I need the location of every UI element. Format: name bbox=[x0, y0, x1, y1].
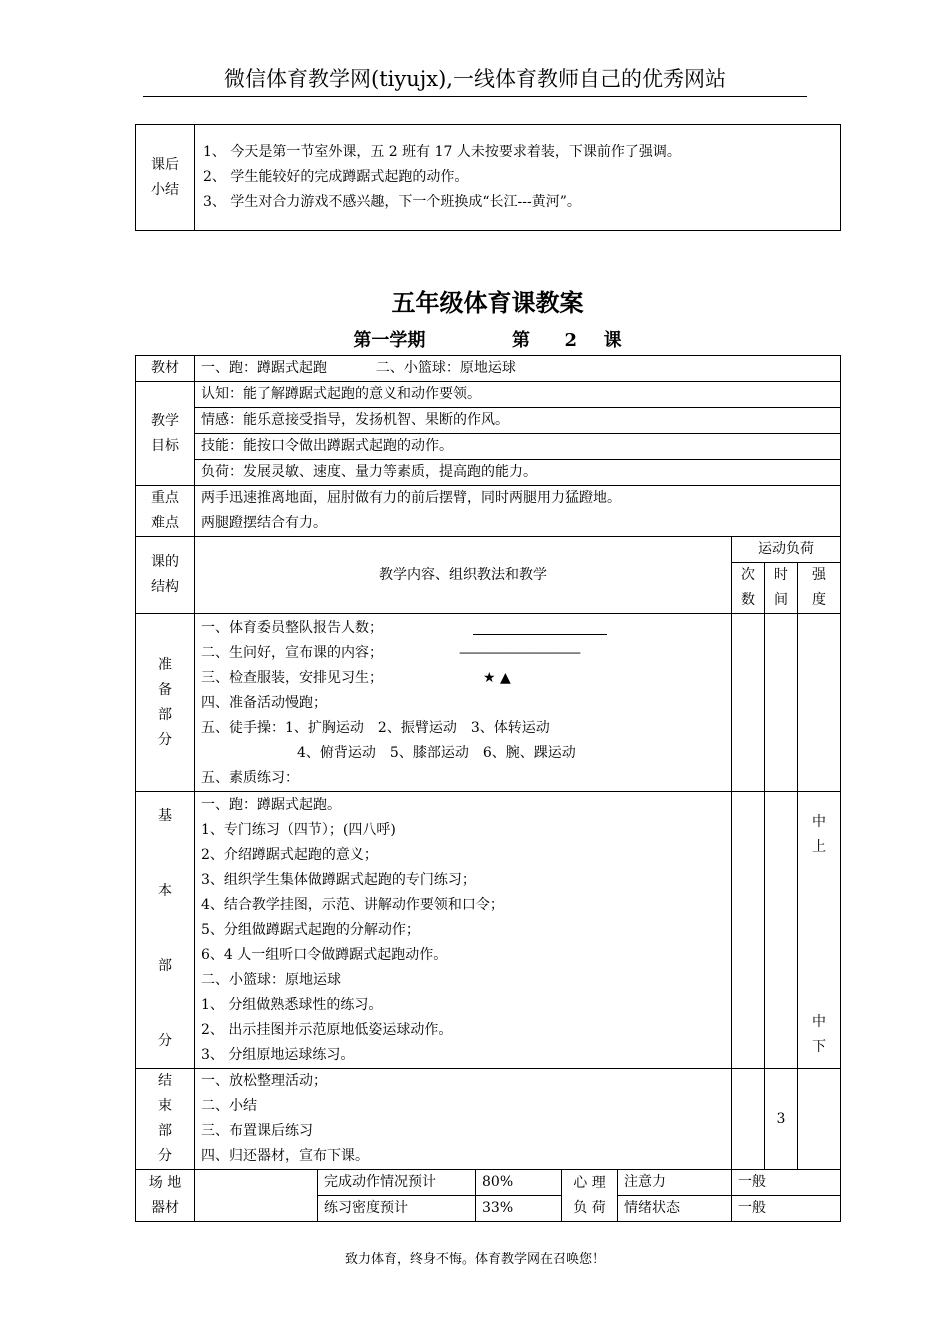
end-label-char: 结 bbox=[158, 1073, 172, 1089]
intensity-header-line1: 强 bbox=[812, 567, 827, 583]
content-header: 教学内容、组织教法和教学 bbox=[195, 537, 732, 614]
prep-label-char: 分 bbox=[158, 731, 172, 748]
density-value: 33% bbox=[476, 1196, 562, 1222]
density-label: 练习密度预计 bbox=[318, 1196, 476, 1222]
basic-count-cell bbox=[732, 792, 765, 1069]
basic-item: 3、 分组原地运球练习。 bbox=[201, 1047, 355, 1063]
material-content bbox=[195, 356, 841, 382]
basic-label-char: 分 bbox=[158, 1033, 172, 1049]
summary-label bbox=[136, 125, 195, 231]
summary-item: 1、 今天是第一节室外课，五 2 班有 17 人未按要求着装，下课前作了强调。 bbox=[203, 144, 681, 160]
semester-label: 第一学期 bbox=[353, 330, 426, 351]
emotion-value: 一般 bbox=[732, 1196, 841, 1222]
emotion-label: 情绪状态 bbox=[618, 1196, 732, 1222]
basic-intensity-cell bbox=[798, 792, 841, 1069]
prep-count-cell bbox=[732, 614, 765, 792]
goal-skill: 技能：能按口令做出蹲踞式起跑的动作。 bbox=[195, 434, 841, 460]
goal-label bbox=[136, 382, 195, 486]
prep-item: 4、俯背运动 5、膝部运动 6、腕、踝运动 bbox=[297, 745, 576, 761]
basic-label-char: 部 bbox=[158, 958, 172, 974]
summary-label-line1: 课后 bbox=[151, 156, 179, 173]
star-triangle-icon: ★ ▲ bbox=[483, 670, 511, 686]
formation-dashes: —————————— bbox=[459, 645, 579, 661]
attention-label: 注意力 bbox=[618, 1170, 732, 1196]
material-item: 一、跑：蹲踞式起跑 bbox=[201, 360, 327, 376]
summary-label-line2: 小结 bbox=[151, 181, 179, 198]
prep-item-text: 一、体育委员整队报告人数； bbox=[201, 620, 383, 636]
prep-item bbox=[201, 616, 725, 641]
structure-label-line2: 结构 bbox=[151, 579, 179, 595]
basic-item: 4、结合教学挂图，示范、讲解动作要领和口令； bbox=[201, 897, 504, 913]
key-label-line1: 重点 bbox=[151, 490, 179, 506]
attention-value: 一般 bbox=[732, 1170, 841, 1196]
prep-label-char: 准 bbox=[158, 656, 172, 673]
material-label: 教材 bbox=[136, 356, 195, 382]
key-difficulty-label bbox=[136, 486, 195, 537]
basic-label-char: 本 bbox=[158, 883, 172, 899]
basic-item: 5、分组做蹲踞式起跑的分解动作； bbox=[201, 922, 420, 938]
end-label-char: 部 bbox=[158, 1123, 172, 1139]
intensity-header-line2: 度 bbox=[812, 592, 827, 608]
mental-label-line2: 负 荷 bbox=[573, 1199, 606, 1216]
basic-item: 1、专门练习（四节）；(四八呼) bbox=[201, 822, 396, 838]
key-difficulty-content bbox=[195, 486, 841, 537]
venue-value bbox=[195, 1170, 318, 1222]
prep-section-label bbox=[136, 614, 195, 792]
intensity-value-char: 下 bbox=[812, 1039, 827, 1055]
basic-item: 二、小篮球：原地运球 bbox=[201, 972, 341, 988]
basic-time-cell bbox=[765, 792, 798, 1069]
end-count-cell bbox=[732, 1069, 765, 1170]
structure-label bbox=[136, 537, 195, 614]
key-label-line2: 难点 bbox=[151, 515, 179, 531]
header-divider bbox=[143, 96, 807, 97]
mental-label-line1: 心 理 bbox=[573, 1174, 606, 1191]
goal-cognitive: 认知：能了解蹲踞式起跑的意义和动作要领。 bbox=[195, 382, 841, 408]
summary-content bbox=[195, 125, 841, 231]
venue-label-line1: 场 地 bbox=[148, 1174, 182, 1191]
lesson-subtitle bbox=[135, 328, 840, 354]
prep-item-text: 二、生问好，宣布课的内容； bbox=[201, 645, 383, 661]
basic-label-char: 基 bbox=[158, 808, 172, 824]
prep-item-text: 三、检查服装，安排见习生； bbox=[201, 670, 383, 686]
basic-item: 1、 分组做熟悉球性的练习。 bbox=[201, 997, 383, 1013]
page-footer: 致力体育，终身不悔。体育教学网在召唤您！ bbox=[344, 1252, 605, 1267]
prep-section-content bbox=[195, 614, 732, 792]
lesson-plan-table bbox=[135, 355, 841, 1222]
intensity-value-char: 中 bbox=[812, 814, 827, 830]
count-header bbox=[732, 563, 765, 614]
count-header-line1: 次 bbox=[741, 567, 755, 583]
material-item: 二、小篮球：原地运球 bbox=[375, 360, 516, 376]
time-header bbox=[765, 563, 798, 614]
load-header: 运动负荷 bbox=[732, 537, 841, 563]
difficulty: 两腿蹬摆结合有力。 bbox=[201, 515, 327, 531]
formation-line bbox=[473, 622, 607, 635]
prep-item bbox=[201, 641, 725, 666]
end-item: 一、放松整理活动； bbox=[201, 1073, 327, 1089]
lesson-number: 2 bbox=[564, 330, 578, 351]
end-section-content bbox=[195, 1069, 732, 1170]
lesson-label: 第 bbox=[511, 330, 530, 351]
mental-load-label bbox=[562, 1170, 618, 1222]
basic-item: 6、4 人一组听口令做蹲踞式起跑动作。 bbox=[201, 947, 448, 963]
intensity-value-char: 中 bbox=[812, 1014, 827, 1030]
summary-item: 3、 学生对合力游戏不感兴趣，下一个班换成“长江---黄河”。 bbox=[203, 194, 581, 210]
prep-item: 五、徒手操：1、扩胸运动 2、振臂运动 3、体转运动 bbox=[201, 720, 550, 736]
summary-table bbox=[135, 124, 841, 231]
goal-emotion: 情感：能乐意接受指导，发扬机智、果断的作风。 bbox=[195, 408, 841, 434]
intensity-value-char: 上 bbox=[812, 839, 827, 855]
goal-label-line2: 目标 bbox=[151, 437, 179, 454]
time-header-line1: 时 bbox=[774, 567, 788, 583]
goal-load: 负荷：发展灵敏、速度、量力等素质，提高跑的能力。 bbox=[195, 460, 841, 486]
end-item: 四、归还器材，宣布下课。 bbox=[201, 1148, 369, 1164]
basic-item: 一、跑：蹲踞式起跑。 bbox=[201, 797, 341, 813]
intensity-header bbox=[798, 563, 841, 614]
basic-item: 3、组织学生集体做蹲踞式起跑的专门练习； bbox=[201, 872, 476, 888]
end-section-label bbox=[136, 1069, 195, 1170]
venue-label-line2: 器材 bbox=[151, 1199, 179, 1216]
prep-label-char: 部 bbox=[158, 706, 172, 723]
prep-item bbox=[201, 666, 725, 691]
basic-item: 2、 出示挂图并示范原地低姿运球动作。 bbox=[201, 1022, 453, 1038]
summary-item: 2、 学生能较好的完成蹲踞式起跑的动作。 bbox=[203, 169, 469, 185]
prep-time-cell bbox=[765, 614, 798, 792]
end-intensity-cell bbox=[798, 1069, 841, 1170]
end-item: 三、布置课后练习 bbox=[201, 1123, 313, 1139]
basic-section-content bbox=[195, 792, 732, 1069]
count-header-line2: 数 bbox=[741, 592, 755, 608]
prep-item: 五、素质练习： bbox=[201, 770, 299, 786]
end-label-char: 束 bbox=[158, 1098, 172, 1114]
site-header-title: 微信体育教学网(tiyujx),一线体育教师自己的优秀网站 bbox=[224, 67, 726, 91]
goal-label-line1: 教学 bbox=[151, 412, 179, 429]
structure-label-line1: 课的 bbox=[151, 554, 179, 570]
venue-label bbox=[136, 1170, 195, 1222]
basic-section-label bbox=[136, 792, 195, 1069]
lesson-plan-title: 五年级体育课教案 bbox=[391, 288, 584, 317]
completion-label: 完成动作情况预计 bbox=[318, 1170, 476, 1196]
end-label-char: 分 bbox=[158, 1148, 172, 1164]
time-header-line2: 间 bbox=[774, 592, 788, 608]
prep-item: 四、准备活动慢跑； bbox=[201, 695, 327, 711]
key-point: 两手迅速推离地面，屈肘做有力的前后摆臂，同时两腿用力猛蹬地。 bbox=[201, 490, 621, 506]
end-item: 二、小结 bbox=[201, 1098, 257, 1114]
basic-item: 2、介绍蹲踞式起跑的意义； bbox=[201, 847, 378, 863]
end-time-cell: 3 bbox=[765, 1069, 798, 1170]
prep-intensity-cell bbox=[798, 614, 841, 792]
prep-label-char: 备 bbox=[158, 681, 172, 698]
lesson-unit: 课 bbox=[603, 330, 622, 351]
completion-value: 80% bbox=[476, 1170, 562, 1196]
